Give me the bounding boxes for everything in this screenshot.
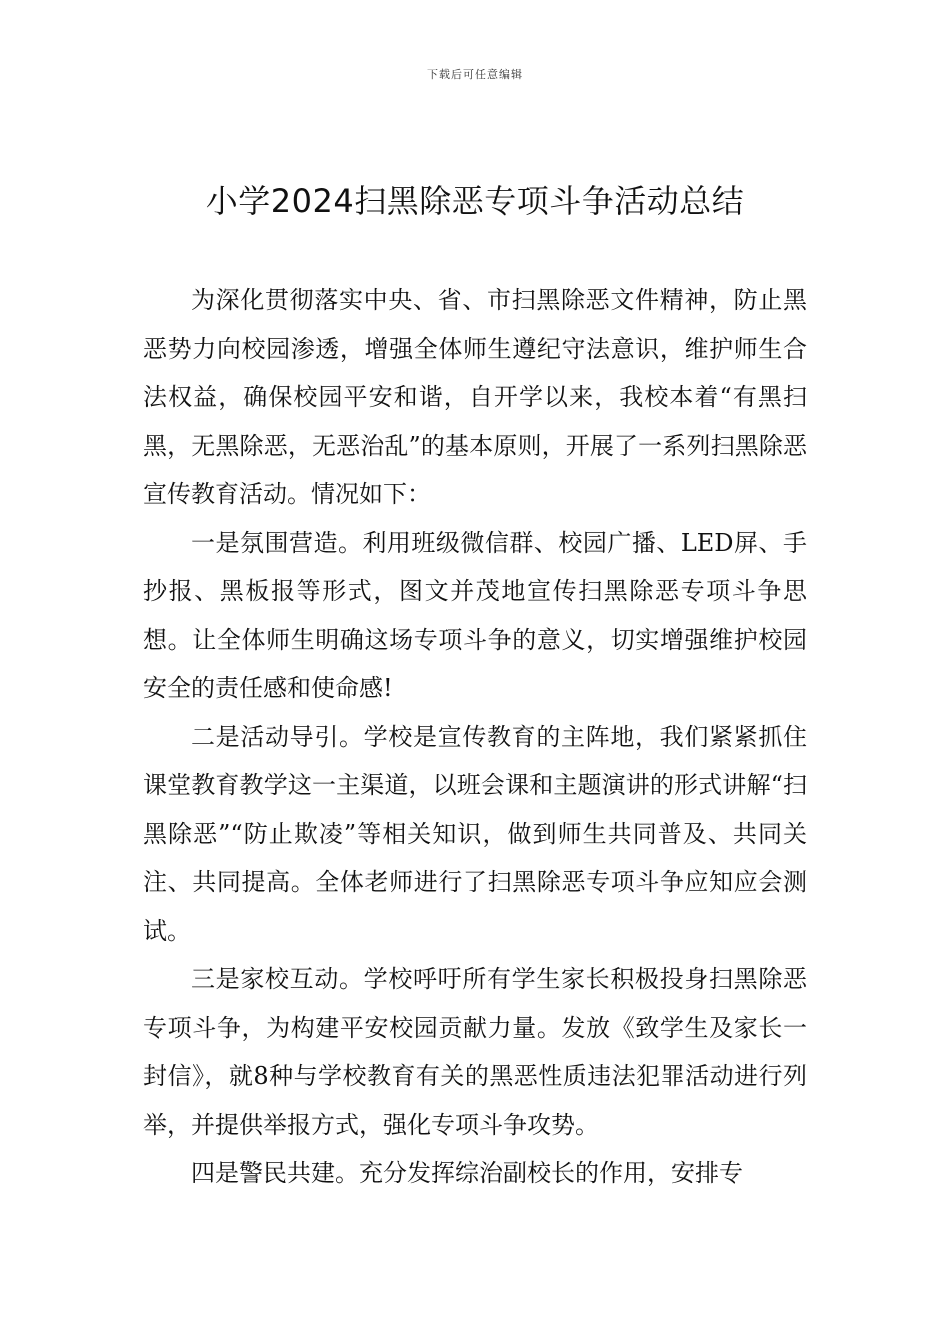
document-body [143, 276, 807, 1198]
paragraph-police-cooperation: 四是警民共建。充分发挥综治副校长的作用，安排专 [191, 1159, 743, 1187]
document-title: 小学2024扫黑除恶专项斗争活动总结 [205, 182, 745, 220]
paragraph-home-school: 三是家校互动。学校呼吁所有学生家长积极投身扫黑除恶专项斗争，为构建平安校园贡献力量。发放《致学生及家长一封信》，就8种与学校教育有关的黑恶性质违法犯罪活动进行列举，并提供举报方式，强化专项斗争攻势。 [143, 965, 807, 1139]
paragraph-intro: 为深化贯彻落实中央、省、市扫黑除恶文件精神，防止黑恶势力向校园渗透，增强全体师生遵纪守法意识，维护师生合法权益，确保校园平安和谐，自开学以来，我校本着“有黑扫黑，无黑除恶，无恶治乱”的基本原则，开展了一系列扫黑除恶宣传教育活动。情况如下： [143, 286, 807, 508]
paragraph-atmosphere: 一是氛围营造。利用班级微信群、校园广播、LED屏、手抄报、黑板报等形式，图文并茂地宣传扫黑除恶专项斗争思想。让全体师生明确这场专项斗争的意义，切实增强维护校园安全的责任感和使命感! [143, 528, 807, 702]
paragraph-activity-guidance: 二是活动导引。学校是宣传教育的主阵地，我们紧紧抓住课堂教育教学这一主渠道，以班会课和主题演讲的形式讲解“扫黑除恶”“防止欺凌”等相关知识，做到师生共同普及、共同关注、共同提高。全体老师进行了扫黑除恶专项斗争应知应会测试。 [143, 722, 807, 945]
header-note: 下载后可任意编辑 [427, 68, 523, 81]
